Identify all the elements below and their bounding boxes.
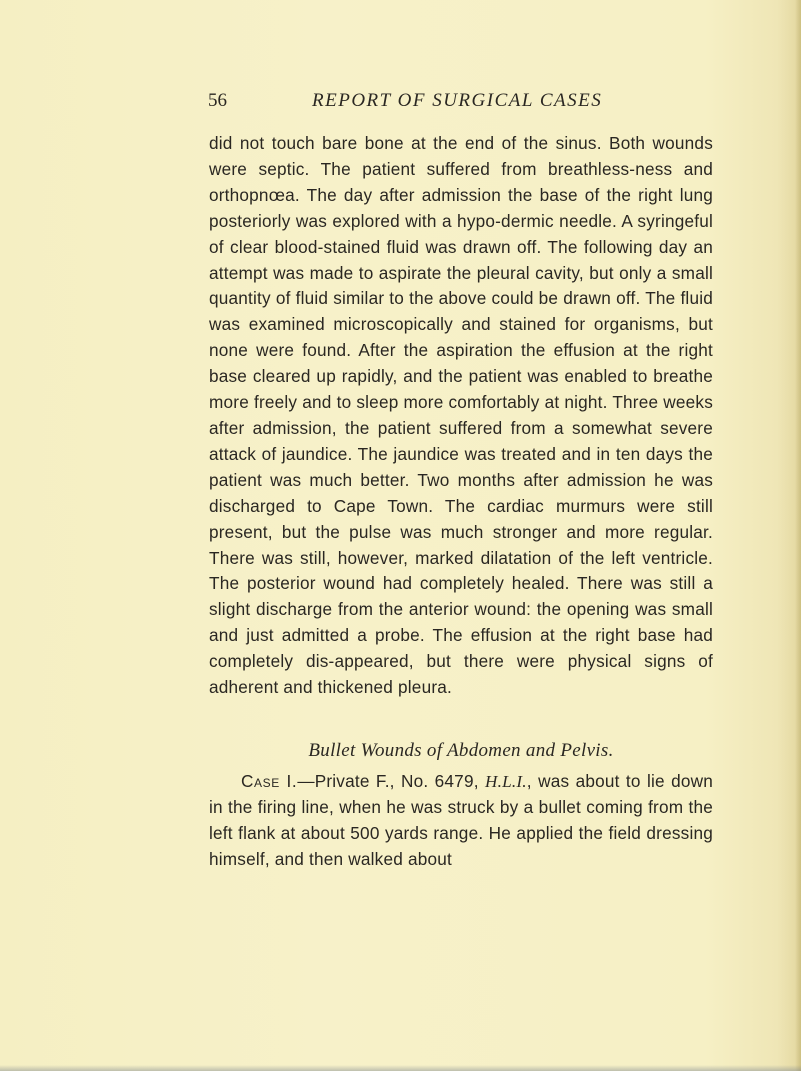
body-paragraph: did not touch bare bone at the end of the sinus. Both wounds were septic. The patient suffered from breathless-ness and orthopnœa. The day after admission the base of the right lung posteriorly was explored with a hypo-dermic needle. A syringeful of clear blood-stained fluid was drawn off. The following day an attempt was made to aspirate the pleural cavity, but only a small quantity of fluid similar to the above could be drawn off. The fluid was examined microscopically and stained for organisms, but none were found. After the aspiration the effusion at the right base cleared up rapidly, and the patient was enabled to breathe more freely and to sleep more comfortably at night. Three weeks after admission, the patient suffered from a somewhat severe attack of jaundice. The jaundice was treated and in ten days the patient was much better. Two months after admission he was discharged to Cape Town. The cardiac murmurs were still present, but the pulse was much stronger and more regular. There was still, however, marked dilatation of the left ventricle. The posterior wound had completely healed. There was still a slight discharge from the anterior wound: the opening was small and just admitted a probe. The effusion at the right base had completely dis-appeared, but there were physical signs of adherent and thickened pleura. [209,133,713,698]
section-heading: Bullet Wounds of Abdomen and Pelvis. [308,740,614,761]
page-number: 56 [208,90,227,111]
running-head: REPORT OF SURGICAL CASES [312,90,603,111]
case-unit: H.L.I. [485,772,527,791]
case-text-after-unit: , was about to lie down in the firing line, when he was struck by a bullet coming from the left flank at about 500 yards range. He applied the field dressing himself, and then walked about [209,771,714,869]
case-text-before-unit: —Private F., No. 6479, [297,771,485,791]
page-edge-bottom [0,1065,801,1071]
page-edge-right [795,0,801,1071]
page-header [208,90,658,118]
case-paragraph [209,769,713,873]
case-label: Case I. [241,771,298,791]
